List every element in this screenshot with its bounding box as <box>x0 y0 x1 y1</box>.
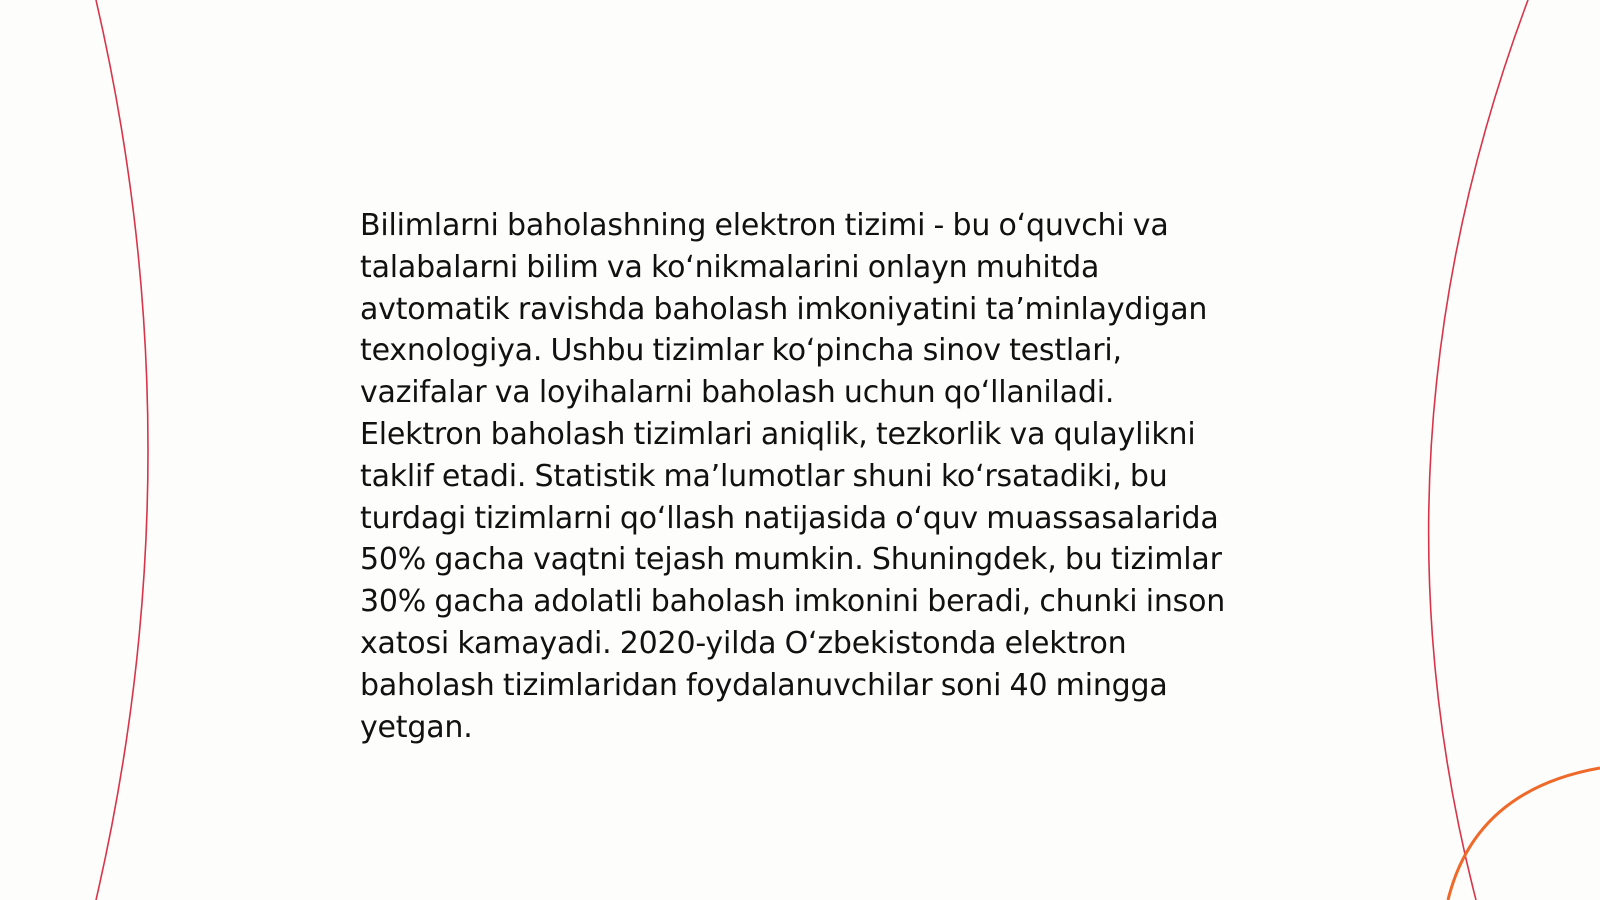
slide-body-text: Bilimlarni baholashning elektron tizimi - bu o‘quvchi va talabalarni bilim va ko‘nikmalarini onlayn muhitda avtomatik ravishda baholash imkoniyatini ta’minlaydigan texnologiya. Ushbu tizimlar ko‘pincha sinov testlari, vazifalar va loyihalarni baholash uchun qo‘llaniladi. Elektron baholash tizimlari aniqlik, tezkorlik va qulaylikni taklif etadi. Statistik ma’lumotlar shuni ko‘rsatadiki, bu turdagi tizimlarni qo‘llash natijasida o‘quv muassasalarida 50% gacha vaqtni tejash mumkin. Shuningdek, bu tizimlar 30% gacha adolatli baholash imkonini beradi, chunki inson xatosi kamayadi. 2020-yilda O‘zbekistonda elektron baholash tizimlaridan foydalanuvchilar soni 40 mingga yetgan. <box>360 208 1226 745</box>
left-curve-line <box>96 0 148 900</box>
right-curve-line <box>1429 0 1528 900</box>
